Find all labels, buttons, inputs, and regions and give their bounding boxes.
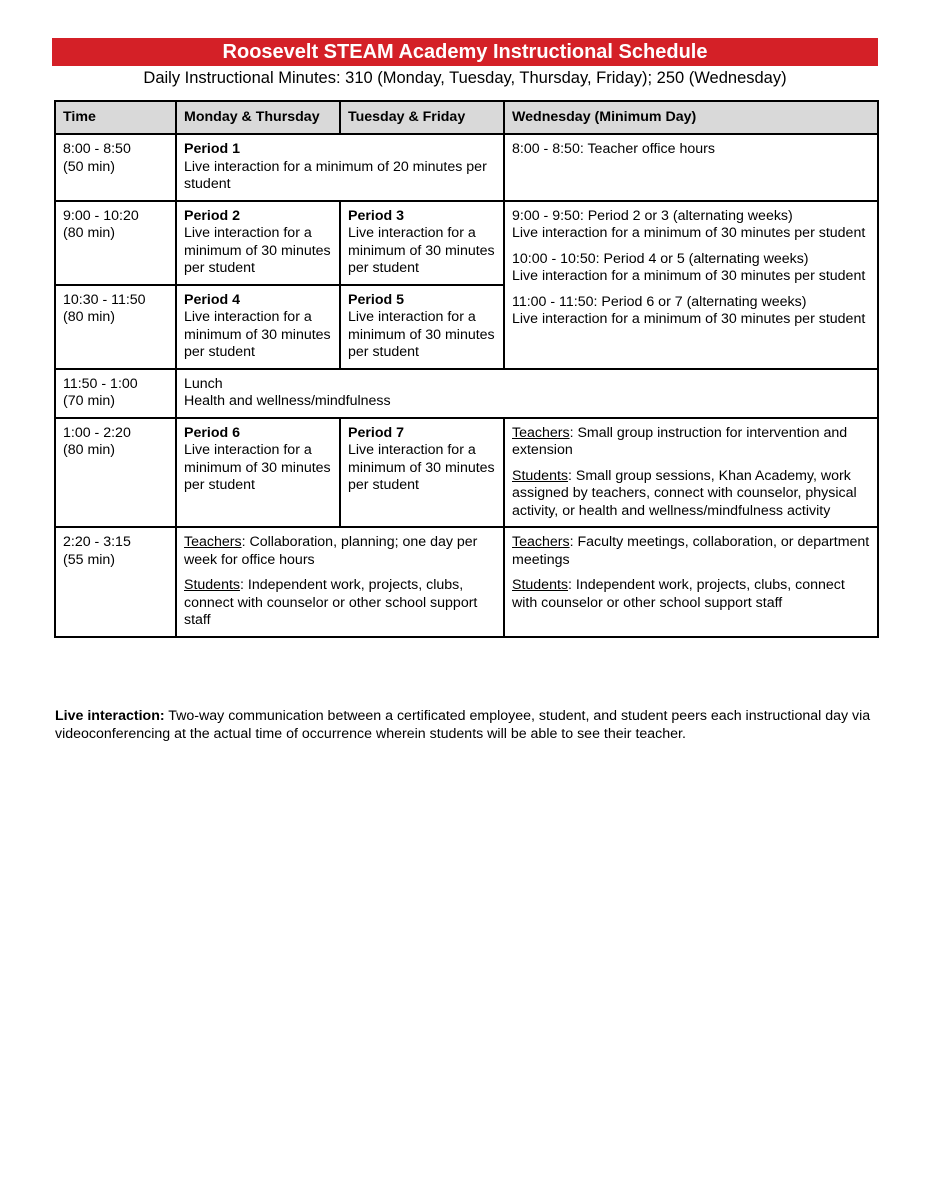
time-cell	[55, 369, 176, 418]
schedule-table	[54, 100, 879, 638]
footnote-term: Live interaction:	[55, 708, 165, 724]
teachers-label: Teachers	[184, 534, 242, 550]
column-header-tuesday-friday: Tuesday & Friday	[340, 101, 504, 134]
column-header-wednesday: Wednesday (Minimum Day)	[504, 101, 878, 134]
teachers-text: : Collaboration, planning; one day per week for office hours	[184, 534, 478, 568]
table-row	[55, 369, 878, 418]
period-cell	[340, 201, 504, 285]
time-duration: (80 min)	[63, 225, 116, 241]
period-title: Period 5	[348, 291, 404, 308]
period-description: Live interaction for a minimum of 20 minutes per student	[184, 158, 487, 192]
wednesday-period-heading: 11:00 - 11:50: Period 6 or 7 (alternating weeks)	[512, 293, 807, 310]
table-row	[55, 527, 878, 637]
period-description: Live interaction for a minimum of 30 minutes per student	[348, 225, 495, 276]
time-duration: (80 min)	[63, 442, 116, 458]
table-row	[55, 418, 878, 528]
period-cell	[176, 134, 504, 201]
wednesday-period-text: Live interaction for a minimum of 30 minutes per student	[512, 311, 866, 327]
footnote-definition: Two-way communication between a certificated employee, student, and student peers each instructional day via videoconferencing at the actual time of occurrence wherein students will be able to see their teacher.	[55, 708, 871, 742]
period-title: Period 2	[184, 207, 240, 224]
period-description: Live interaction for a minimum of 30 minutes per student	[184, 442, 331, 493]
students-note	[512, 577, 870, 612]
period-title: Period 6	[184, 424, 240, 441]
teachers-note	[512, 425, 870, 460]
time-range: 1:00 - 2:20	[63, 424, 131, 441]
period-description: Live interaction for a minimum of 30 minutes per student	[184, 225, 331, 276]
teachers-note	[184, 534, 496, 569]
column-header-time: Time	[55, 101, 176, 134]
table-row	[55, 134, 878, 201]
teachers-text: : Small group instruction for intervention and extension	[512, 424, 848, 458]
wednesday-cell	[504, 418, 878, 528]
teachers-label: Teachers	[512, 424, 570, 441]
students-label: Students	[512, 467, 569, 484]
time-cell	[55, 134, 176, 201]
wednesday-period-text: Live interaction for a minimum of 30 minutes per student	[512, 268, 866, 284]
time-range: 11:50 - 1:00	[63, 375, 138, 392]
wednesday-period-heading: 9:00 - 9:50: Period 2 or 3 (alternating weeks)	[512, 207, 793, 224]
lunch-label: Lunch	[184, 375, 223, 392]
time-range: 10:30 - 11:50	[63, 291, 146, 308]
wednesday-period-heading: 10:00 - 10:50: Period 4 or 5 (alternating weeks)	[512, 250, 809, 267]
wednesday-cell	[504, 134, 878, 201]
table-row	[55, 201, 878, 285]
period-cell	[176, 201, 340, 285]
time-cell	[55, 527, 176, 637]
table-header-row	[55, 101, 878, 134]
students-note	[184, 577, 496, 630]
time-duration: (70 min)	[63, 393, 116, 409]
wednesday-cell	[504, 527, 878, 637]
time-range: 2:20 - 3:15	[63, 534, 131, 550]
period-description: Live interaction for a minimum of 30 minutes per student	[184, 309, 331, 360]
time-duration: (55 min)	[63, 551, 116, 568]
column-header-monday-thursday: Monday & Thursday	[176, 101, 340, 134]
time-range: 9:00 - 10:20	[63, 207, 139, 224]
students-note	[512, 468, 870, 521]
footnote	[55, 707, 885, 743]
wednesday-cell	[504, 201, 878, 369]
lunch-description: Health and wellness/mindfulness	[184, 393, 391, 409]
period-cell	[176, 418, 340, 528]
students-text: : Independent work, projects, clubs, connect with counselor or other school support staff	[184, 577, 478, 628]
students-label: Students	[184, 577, 241, 593]
wednesday-text: 8:00 - 8:50: Teacher office hours	[512, 141, 715, 157]
wednesday-period-text: Live interaction for a minimum of 30 minutes per student	[512, 225, 866, 241]
time-duration: (50 min)	[63, 158, 116, 175]
lunch-cell	[176, 369, 878, 418]
period-title: Period 1	[184, 141, 240, 157]
mon-tue-thu-fri-cell	[176, 527, 504, 637]
students-text: : Independent work, projects, clubs, connect with counselor or other school support staff	[512, 577, 845, 611]
period-cell	[176, 285, 340, 369]
time-cell	[55, 201, 176, 285]
period-description: Live interaction for a minimum of 30 minutes per student	[348, 442, 495, 493]
period-title: Period 3	[348, 207, 404, 224]
students-text: : Small group sessions, Khan Academy, work assigned by teachers, connect with counselor, physical activity, or health and wellness/mindfulness activity	[512, 467, 857, 519]
teachers-label: Teachers	[512, 534, 570, 550]
page-subtitle: Daily Instructional Minutes: 310 (Monday, Tuesday, Thursday, Friday); 250 (Wednesday)	[143, 69, 787, 87]
time-cell	[55, 285, 176, 369]
period-cell	[340, 418, 504, 528]
period-cell	[340, 285, 504, 369]
students-label: Students	[512, 577, 569, 593]
time-cell	[55, 418, 176, 528]
teachers-note	[512, 534, 870, 569]
page-title: Roosevelt STEAM Academy Instructional Schedule	[52, 38, 878, 66]
period-title: Period 7	[348, 424, 404, 441]
period-title: Period 4	[184, 291, 240, 308]
period-description: Live interaction for a minimum of 30 minutes per student	[348, 309, 495, 360]
time-duration: (80 min)	[63, 309, 116, 325]
teachers-text: : Faculty meetings, collaboration, or department meetings	[512, 534, 870, 568]
time-range: 8:00 - 8:50	[63, 141, 131, 157]
